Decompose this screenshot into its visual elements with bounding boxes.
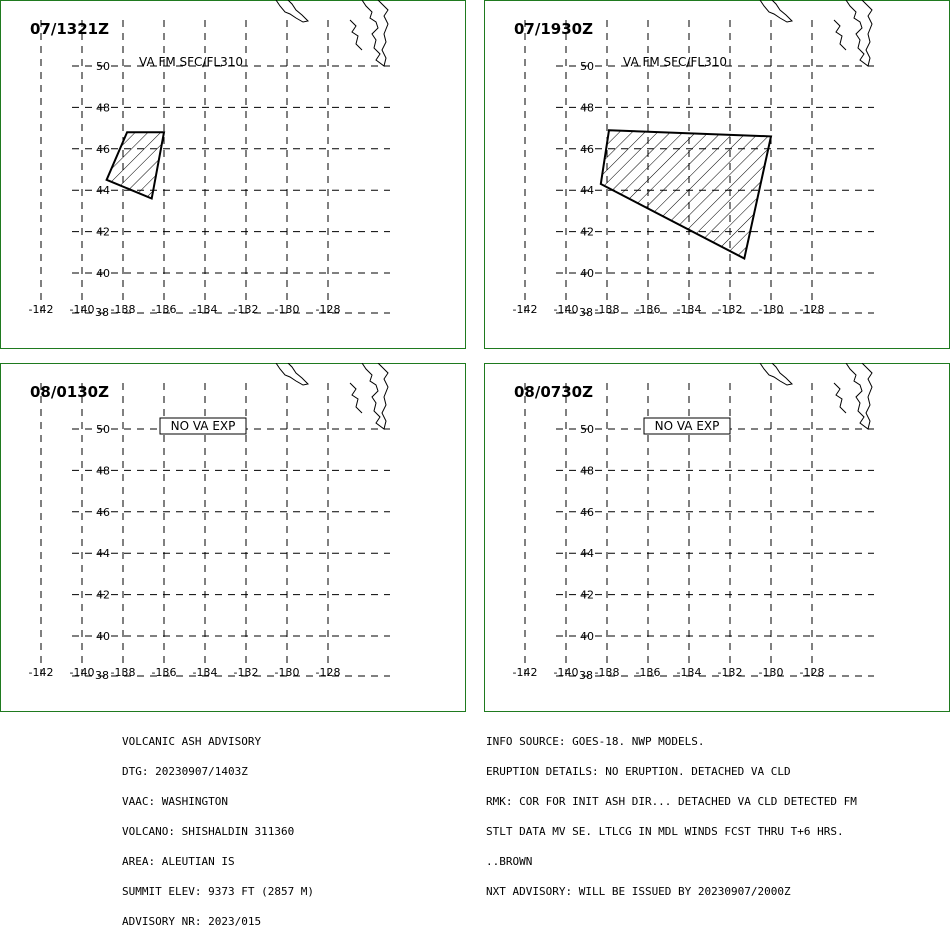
- lat-label: 50: [580, 423, 594, 436]
- lon-label: -134: [192, 303, 218, 316]
- coastline: [362, 363, 388, 429]
- lat-label: 46: [580, 505, 594, 519]
- coastline: [760, 363, 792, 385]
- coastline: [362, 0, 388, 66]
- lon-label: -136: [151, 666, 177, 679]
- lon-label: -138: [594, 303, 620, 316]
- lon-label: -128: [315, 666, 341, 679]
- advisory-vaac: VAAC: WASHINGTON: [122, 795, 228, 808]
- lat-label: 46: [96, 505, 110, 519]
- valid-time-label: 08/0730Z: [514, 383, 593, 401]
- coastline: [846, 0, 872, 66]
- map-svg: [0, 0, 466, 349]
- lon-label: -136: [635, 666, 661, 679]
- forecast-panel-t0: [0, 0, 466, 349]
- lat-label: 44: [96, 184, 110, 198]
- lat-label: 40: [580, 630, 594, 643]
- lon-label: -132: [233, 303, 259, 316]
- lat-label: 48: [580, 101, 594, 115]
- map-svg: [0, 363, 466, 712]
- va-level-label: VA FM SFC/FL310: [623, 55, 727, 69]
- lat-label: 42: [580, 588, 594, 602]
- advisory-remarks-2: STLT DATA MV SE. LTLCG IN MDL WINDS FCST THRU T+6 HRS.: [486, 825, 844, 838]
- lon-label: -136: [635, 303, 661, 316]
- lon-label: -128: [799, 666, 825, 679]
- ash-cloud-polygon: [107, 132, 164, 198]
- coastline: [350, 20, 362, 50]
- lon-label: -138: [594, 666, 620, 679]
- valid-time-label: 07/1321Z: [30, 20, 109, 38]
- forecast-panel-t12: [0, 363, 466, 712]
- no-va-label: NO VA EXP: [654, 419, 720, 433]
- lon-label: -138: [110, 303, 136, 316]
- advisory-remarks-1: RMK: COR FOR INIT ASH DIR... DETACHED VA CLD DETECTED FM: [486, 795, 857, 808]
- lat-label: 40: [96, 267, 110, 280]
- panel-frame: [1, 1, 466, 349]
- lon-label: -130: [274, 666, 300, 679]
- lon-label: -142: [512, 303, 538, 316]
- lon-label: -132: [717, 303, 743, 316]
- advisory-summit-elev: SUMMIT ELEV: 9373 FT (2857 M): [122, 885, 315, 898]
- lat-label: 44: [580, 184, 594, 198]
- map-svg: [484, 0, 950, 349]
- lat-label: 42: [96, 588, 110, 602]
- map-svg: [484, 363, 950, 712]
- lat-label: 40: [580, 267, 594, 280]
- lon-label: -134: [676, 666, 702, 679]
- lon-label: -140: [69, 666, 95, 679]
- lat-label: 42: [96, 225, 110, 239]
- coastline: [276, 363, 308, 385]
- lat-label-bottom: 38: [579, 306, 593, 319]
- lat-label: 48: [96, 101, 110, 115]
- forecast-panel-t6: [484, 0, 950, 349]
- lon-label: -132: [717, 666, 743, 679]
- lon-label: -142: [28, 666, 54, 679]
- lat-label-bottom: 38: [579, 669, 593, 682]
- lon-label: -140: [553, 666, 579, 679]
- advisory-details-right: [486, 717, 857, 907]
- coastline: [846, 363, 872, 429]
- valid-time-label: 08/0130Z: [30, 383, 109, 401]
- lon-label: -130: [758, 666, 784, 679]
- lon-label: -140: [69, 303, 95, 316]
- advisory-header-left: [122, 717, 314, 937]
- lat-label-bottom: 38: [95, 306, 109, 319]
- lat-label: 44: [580, 547, 594, 561]
- advisory-dtg: DTG: 20230907/1403Z: [122, 765, 248, 778]
- advisory-title: VOLCANIC ASH ADVISORY: [122, 735, 262, 748]
- lat-label: 42: [580, 225, 594, 239]
- advisory-forecaster: ..BROWN: [486, 855, 533, 868]
- forecast-panel-t18: [484, 363, 950, 712]
- advisory-number: ADVISORY NR: 2023/015: [122, 915, 262, 928]
- lat-label: 46: [96, 142, 110, 156]
- ash-cloud-polygon: [601, 130, 771, 258]
- coastline: [834, 383, 846, 413]
- va-level-label: VA FM SFC/FL310: [139, 55, 243, 69]
- lat-label: 48: [580, 464, 594, 478]
- lon-label: -134: [676, 303, 702, 316]
- coastline: [834, 20, 846, 50]
- coastline: [276, 0, 308, 22]
- lon-label: -140: [553, 303, 579, 316]
- lon-label: -128: [315, 303, 341, 316]
- lon-label: -136: [151, 303, 177, 316]
- lon-label: -132: [233, 666, 259, 679]
- advisory-area: AREA: ALEUTIAN IS: [122, 855, 235, 868]
- lon-label: -138: [110, 666, 136, 679]
- advisory-next: NXT ADVISORY: WILL BE ISSUED BY 20230907/2000Z: [486, 885, 791, 898]
- panel-frame: [485, 364, 950, 712]
- lat-label: 46: [580, 142, 594, 156]
- lon-label: -142: [512, 666, 538, 679]
- advisory-volcano: VOLCANO: SHISHALDIN 311360: [122, 825, 295, 838]
- lon-label: -130: [274, 303, 300, 316]
- lat-label: 48: [96, 464, 110, 478]
- lon-label: -130: [758, 303, 784, 316]
- advisory-eruption-details: ERUPTION DETAILS: NO ERUPTION. DETACHED VA CLD: [486, 765, 791, 778]
- lat-label: 50: [96, 60, 110, 73]
- advisory-info-source: INFO SOURCE: GOES-18. NWP MODELS.: [486, 735, 705, 748]
- lat-label: 40: [96, 630, 110, 643]
- lon-label: -128: [799, 303, 825, 316]
- lon-label: -134: [192, 666, 218, 679]
- coastline: [350, 383, 362, 413]
- no-va-label: NO VA EXP: [170, 419, 236, 433]
- panel-frame: [1, 364, 466, 712]
- lon-label: -142: [28, 303, 54, 316]
- lat-label: 50: [96, 423, 110, 436]
- lat-label: 44: [96, 547, 110, 561]
- valid-time-label: 07/1930Z: [514, 20, 593, 38]
- coastline: [760, 0, 792, 22]
- lat-label: 50: [580, 60, 594, 73]
- lat-label-bottom: 38: [95, 669, 109, 682]
